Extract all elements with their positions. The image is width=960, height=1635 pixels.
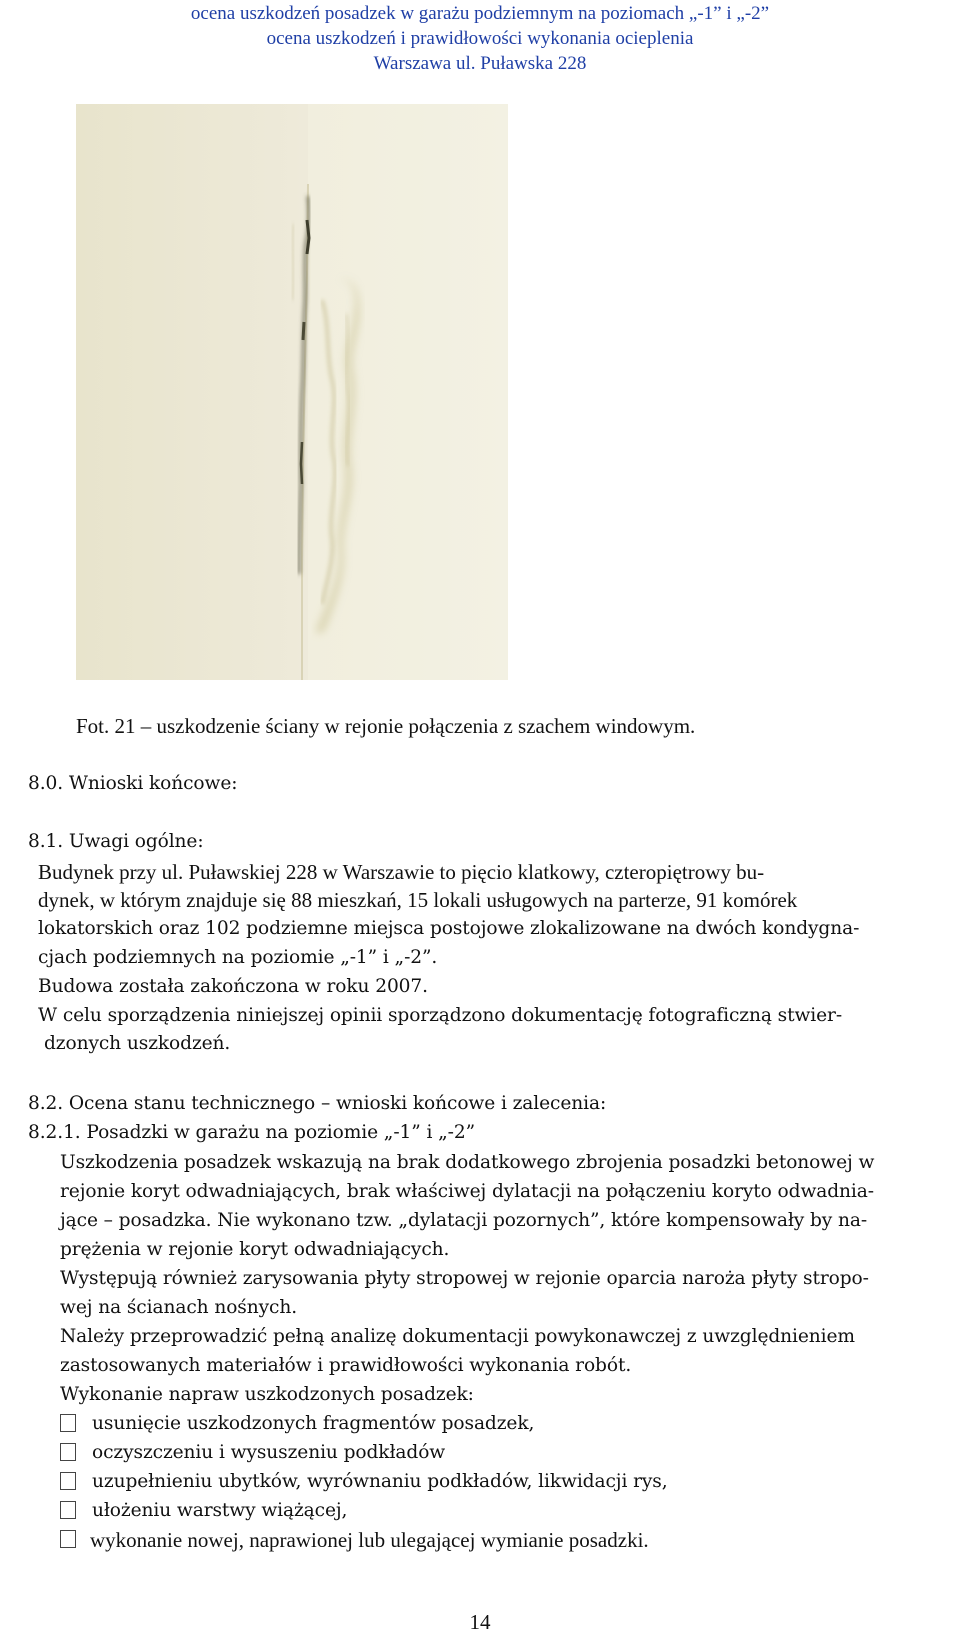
header-line-2: ocena uszkodzeń i prawidłowości wykonania ocieplenia xyxy=(266,28,694,49)
floors-paragraph-a-line-3: jące – posadzka. Nie wykonano tzw. „dylatacji pozornych”, które kompensowały by na- xyxy=(60,1210,868,1231)
general-paragraph-1-line-3: lokatorskich oraz 102 podziemne miejsca postojowe zlokalizowane na dwóch kondygna- xyxy=(38,918,860,939)
general-paragraph-2: Budowa została zakończona w roku 2007. xyxy=(38,976,428,997)
repair-list-item-1: usunięcie uszkodzonych fragmentów posadzek, xyxy=(92,1413,535,1434)
checkbox-bullet-icon xyxy=(60,1414,76,1437)
floors-paragraph-a-line-2: rejonie koryt odwadniających, brak właściwej dylatacji na połączeniu koryto odwadnia- xyxy=(60,1181,874,1202)
floors-paragraph-b-line-2: wej na ścianach nośnych. xyxy=(60,1297,298,1318)
floors-paragraph-b-line-1: Występują również zarysowania płyty stropowej w rejonie oparcia naroża płyty stropo- xyxy=(60,1268,869,1289)
floors-paragraph-c-line-2: zastosowanych materiałów i prawidłowości wykonania robót. xyxy=(60,1355,632,1376)
general-paragraph-1-line-2: dynek, w którym znajduje się 88 mieszkań, 15 lokali usługowych na parterze, 91 komórek xyxy=(38,888,798,912)
header-line-1: ocena uszkodzeń posadzek w garażu podziemnym na poziomach „-1” i „-2” xyxy=(190,3,770,24)
checkbox-bullet-icon xyxy=(60,1530,76,1553)
repair-list-item-3: uzupełnieniu ubytków, wyrównaniu podkładów, likwidacji rys, xyxy=(92,1471,668,1492)
checkbox-bullet-icon xyxy=(60,1472,76,1495)
repair-list-item-5: wykonanie nowej, naprawionej lub ulegającej wymianie posadzki. xyxy=(90,1528,649,1552)
wall-crack-photo xyxy=(76,104,508,680)
checkbox-bullet-icon xyxy=(60,1443,76,1466)
section-8-2-1-heading: 8.2.1. Posadzki w garażu na poziomie „-1” i „-2” xyxy=(28,1122,475,1143)
floors-paragraph-a-line-1: Uszkodzenia posadzek wskazują na brak dodatkowego zbrojenia posadzki betonowej w xyxy=(60,1152,875,1173)
header-line-3: Warszawa ul. Puławska 228 xyxy=(373,53,587,74)
floors-paragraph-c-line-1: Należy przeprowadzić pełną analizę dokumentacji powykonawczej z uwzględnieniem xyxy=(60,1326,855,1347)
page-number: 14 xyxy=(469,1610,491,1634)
general-paragraph-3-line-2: dzonych uszkodzeń. xyxy=(44,1033,231,1054)
photo-caption: Fot. 21 – uszkodzenie ściany w rejonie połączenia z szachem windowym. xyxy=(76,714,696,738)
section-8-2-heading: 8.2. Ocena stanu technicznego – wnioski końcowe i zalecenia: xyxy=(28,1093,607,1114)
general-paragraph-3-line-1: W celu sporządzenia niniejszej opinii sporządzono dokumentację fotograficzną stwier- xyxy=(38,1005,843,1026)
wall-crack-image xyxy=(76,104,508,680)
repair-list-item-2: oczyszczeniu i wysuszeniu podkładów xyxy=(92,1442,446,1463)
repair-list-item-4: ułożeniu warstwy wiążącej, xyxy=(92,1500,348,1521)
repair-list-heading: Wykonanie napraw uszkodzonych posadzek: xyxy=(60,1384,474,1405)
section-8-1-heading: 8.1. Uwagi ogólne: xyxy=(28,831,204,852)
checkbox-bullet-icon xyxy=(60,1501,76,1524)
section-8-0-heading: 8.0. Wnioski końcowe: xyxy=(28,773,238,794)
floors-paragraph-a-line-4: prężenia w rejonie koryt odwadniających. xyxy=(60,1239,450,1260)
general-paragraph-1-line-1: Budynek przy ul. Puławskiej 228 w Warszawie to pięcio klatkowy, czteropiętrowy bu- xyxy=(38,860,765,884)
general-paragraph-1-line-4: cjach podziemnych na poziomie „-1” i „-2”. xyxy=(38,947,438,968)
